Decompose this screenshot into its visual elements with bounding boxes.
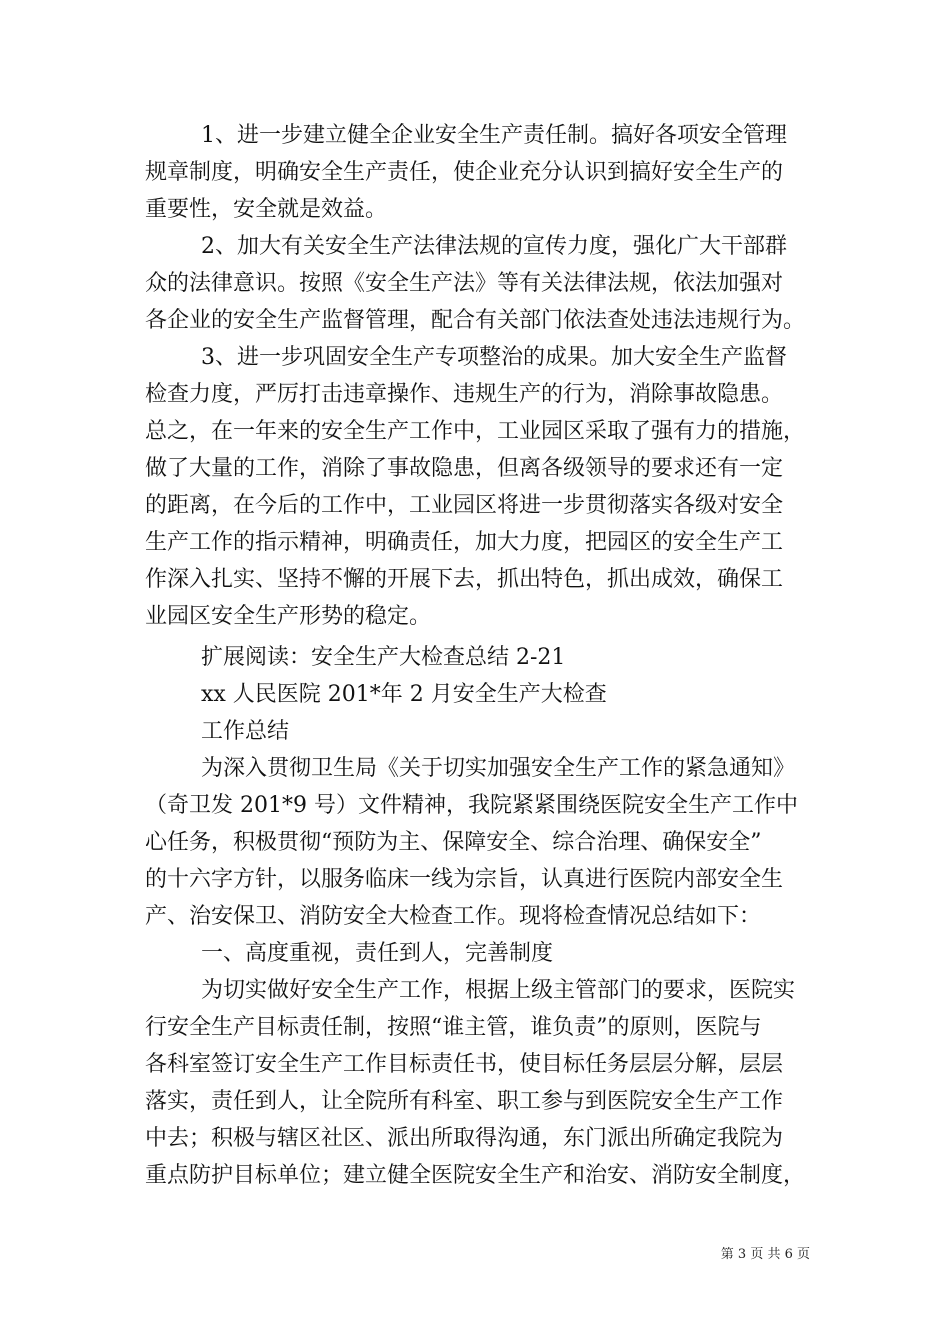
text-line: （奇卫发 201*9 号）文件精神，我院紧紧围绕医院安全生产工作中 — [145, 793, 798, 818]
text-line: 心任务，积极贯彻“预防为主、保障安全、综合治理、确保安全” — [145, 830, 762, 855]
text-line: 一、高度重视，责任到人，完善制度 — [201, 941, 554, 966]
text-line: 各科室签订安全生产工作目标责任书，使目标任务层层分解，层层 — [145, 1052, 784, 1077]
page-number-footer: 第 3 页 共 6 页 — [720, 1247, 810, 1262]
text-line: 为深入贯彻卫生局《关于切实加强安全生产工作的紧急通知》 — [201, 756, 796, 781]
text-line: 生产工作的指示精神，明确责任，加大力度，把园区的安全生产工 — [145, 530, 784, 555]
text-line: 作深入扎实、坚持不懈的开展下去，抓出特色，抓出成效，确保工 — [145, 567, 784, 592]
text-line: 中去；积极与辖区社区、派出所取得沟通，东门派出所确定我院为 — [145, 1126, 784, 1151]
text-line: 落实，责任到人，让全院所有科室、职工参与到医院安全生产工作 — [145, 1089, 784, 1114]
text-line: 做了大量的工作，消除了事故隐患，但离各级领导的要求还有一定 — [145, 456, 784, 481]
text-line: 重点防护目标单位；建立健全医院安全生产和治安、消防安全制度， — [145, 1163, 806, 1188]
text-line: 扩展阅读：安全生产大检查总结 2-21 — [201, 645, 566, 670]
text-line: 检查力度，严厉打击违章操作、违规生产的行为，消除事故隐患。 — [145, 382, 784, 407]
text-line: 重要性，安全就是效益。 — [145, 197, 388, 222]
text-line: 为切实做好安全生产工作，根据上级主管部门的要求，医院实 — [201, 978, 796, 1003]
text-line: 各企业的安全生产监督管理，配合有关部门依法查处违法违规行为。 — [145, 308, 806, 333]
text-line: 1、进一步建立健全企业安全生产责任制。搞好各项安全管理 — [201, 123, 787, 148]
text-line: 的十六字方针，以服务临床一线为宗旨，认真进行医院内部安全生 — [145, 867, 784, 892]
text-line: 工作总结 — [201, 719, 290, 744]
text-line: 3、进一步巩固安全生产专项整治的成果。加大安全生产监督 — [201, 345, 787, 370]
text-line: 行安全生产目标责任制，按照“谁主管，谁负责”的原则，医院与 — [145, 1015, 762, 1040]
text-line: 产、治安保卫、消防安全大检查工作。现将检查情况总结如下： — [145, 904, 762, 929]
text-line: 业园区安全生产形势的稳定。 — [145, 604, 432, 629]
text-line: 2、加大有关安全生产法律法规的宣传力度，强化广大干部群 — [201, 234, 787, 259]
text-line: 的距离，在今后的工作中，工业园区将进一步贯彻落实各级对安全 — [145, 493, 784, 518]
text-line: 总之，在一年来的安全生产工作中，工业园区采取了强有力的措施， — [145, 419, 806, 444]
text-line: 规章制度，明确安全生产责任，使企业充分认识到搞好安全生产的 — [145, 160, 784, 185]
text-line: 众的法律意识。按照《安全生产法》等有关法律法规，依法加强对 — [145, 271, 784, 296]
text-line: xx 人民医院 201*年 2 月安全生产大检查 — [201, 682, 607, 707]
